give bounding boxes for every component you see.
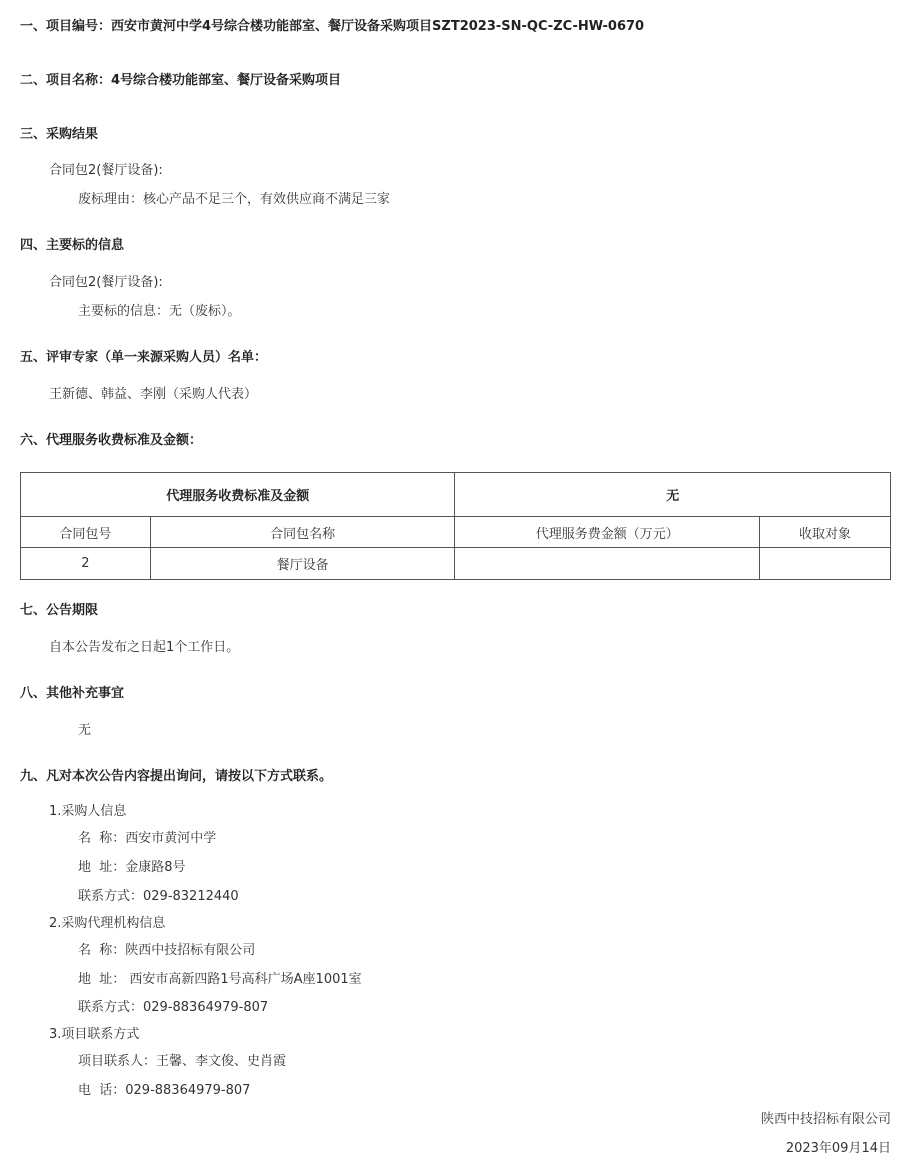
- s8-text: 无: [78, 723, 92, 738]
- col-header-charge-target: 收取对象: [760, 517, 891, 548]
- cell-package-no: 2: [21, 548, 151, 580]
- section-8-title: 八、其他补充事宜: [20, 686, 125, 701]
- cell-fee-amount: [455, 548, 760, 580]
- table-header-row: [21, 517, 891, 548]
- section-3-title: 三、采购结果: [20, 127, 99, 142]
- cell-charge-target: [760, 548, 891, 580]
- s7-text: 自本公告发布之日起1个工作日。: [49, 640, 240, 655]
- fee-table: [20, 472, 891, 580]
- project-contact-heading: 3.项目联系方式: [49, 1027, 140, 1042]
- fee-standard-label: 代理服务收费标准及金额: [21, 473, 455, 517]
- s5-names: 王新德、韩益、李刚（采购人代表）: [49, 387, 258, 402]
- project-contact-phone: 电 话：029-88364979-807: [78, 1083, 251, 1098]
- section-5-title: 五、评审专家（单一来源采购人员）名单：: [20, 350, 268, 365]
- section-1-title: 一、项目编号：西安市黄河中学4号综合楼功能部室、餐厅设备采购项目SZT2023-SN-QC-ZC-HW-0670: [20, 19, 645, 34]
- footer-date: 2023年09月14日: [785, 1141, 891, 1156]
- fee-standard-value: 无: [455, 473, 891, 517]
- s3-package: 合同包2(餐厅设备):: [49, 163, 163, 178]
- s4-package: 合同包2(餐厅设备):: [49, 275, 163, 290]
- section-7-title: 七、公告期限: [20, 603, 99, 618]
- footer-company: 陕西中技招标有限公司: [760, 1112, 891, 1127]
- section-2-title: 二、项目名称：4号综合楼功能部室、餐厅设备采购项目: [20, 73, 342, 88]
- buyer-contact: 联系方式：029-83212440: [78, 889, 239, 904]
- table-row: [21, 548, 891, 580]
- agency-heading: 2.采购代理机构信息: [49, 916, 166, 931]
- section-4-title: 四、主要标的信息: [20, 238, 125, 253]
- project-contact-people: 项目联系人：王馨、李文俊、史肖霞: [78, 1054, 287, 1069]
- buyer-name: 名 称：西安市黄河中学: [78, 831, 217, 846]
- col-header-fee-amount: 代理服务费金额（万元）: [455, 517, 760, 548]
- col-header-package-no: 合同包号: [21, 517, 151, 548]
- table-row: [21, 473, 891, 517]
- col-header-package-name: 合同包名称: [150, 517, 455, 548]
- agency-address: 地 址： 西安市高新四路1号高科广场A座1001室: [78, 972, 362, 987]
- buyer-address: 地 址：金康路8号: [78, 860, 186, 875]
- s3-detail: 废标理由：核心产品不足三个，有效供应商不满足三家: [78, 192, 391, 207]
- section-6-title: 六、代理服务收费标准及金额：: [20, 433, 203, 448]
- section-9-title: 九、凡对本次公告内容提出询问，请按以下方式联系。: [20, 769, 333, 784]
- cell-package-name: 餐厅设备: [150, 548, 455, 580]
- agency-name: 名 称：陕西中技招标有限公司: [78, 943, 256, 958]
- s4-detail: 主要标的信息：无（废标）。: [78, 304, 241, 319]
- buyer-heading: 1.采购人信息: [49, 804, 127, 819]
- agency-contact: 联系方式：029-88364979-807: [78, 1000, 269, 1015]
